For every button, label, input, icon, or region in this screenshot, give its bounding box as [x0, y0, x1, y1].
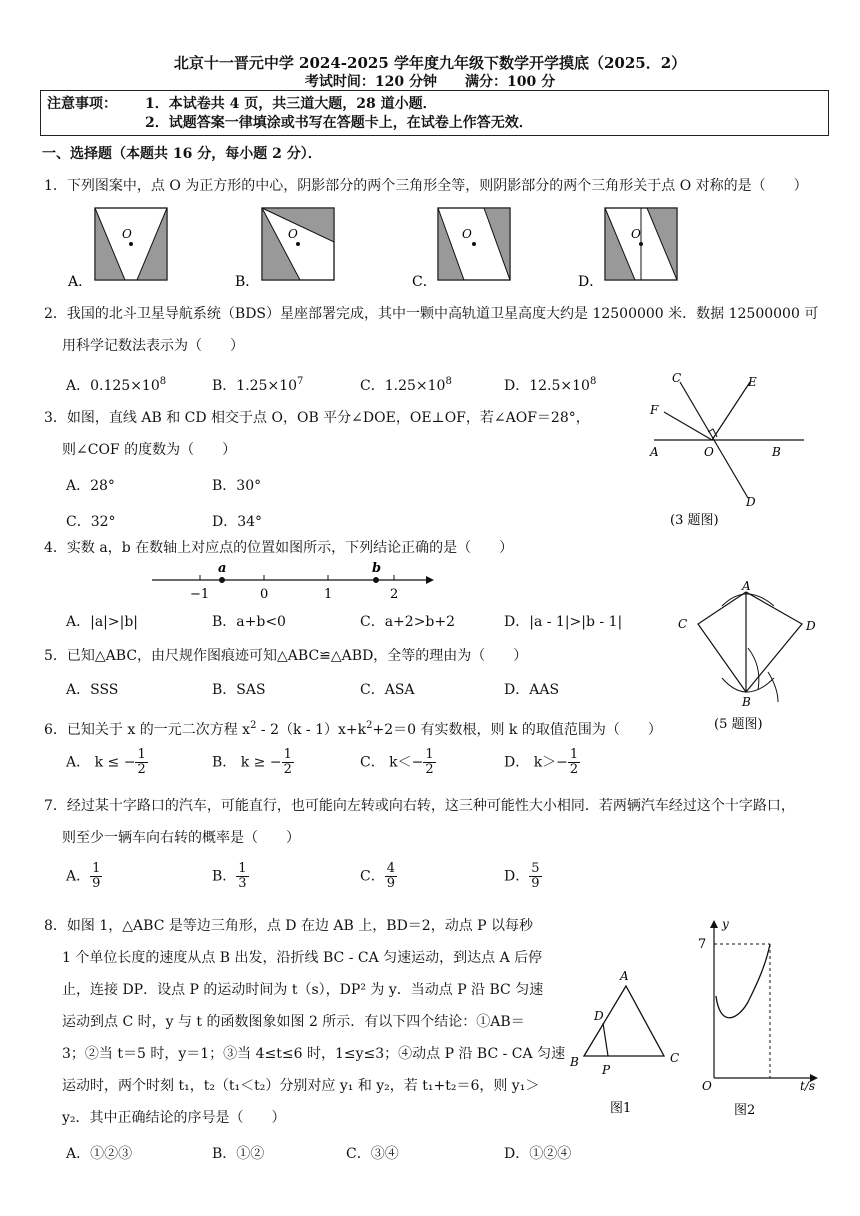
notice-box [40, 90, 829, 136]
q1-o-c: O [462, 227, 472, 241]
q8-figure-2 [694, 912, 824, 1120]
svg-text:b: b [372, 561, 382, 576]
q4-option-a: A．|a|>|b| [66, 614, 139, 630]
q6-option-a: A． k ≤ − $\frac{1}{2}$ [66, 747, 146, 777]
q6-option-b: B． k ≥ − $\frac{1}{2}$ [212, 747, 292, 777]
q7-option-d: D． $\frac{5}{9}$ [504, 861, 540, 891]
q2-option-b: B．$1.25\times 10^7$ [212, 376, 304, 394]
q3-option-a: A．28° [66, 478, 115, 494]
q8-line-4: 运动到点 C 时，y 与 t 的函数图象如图 2 所示．有以下四个结论：①AB＝ [62, 1014, 525, 1030]
q2-line1: 2．我国的北斗卫星导航系统（BDS）星座部署完成，其中一颗中高轨道卫星高度大约是 12500000 米．数据 12500000 可 [44, 306, 819, 322]
svg-text:F: F [650, 403, 659, 417]
q1-option-c: C． [412, 274, 437, 290]
svg-text:O: O [702, 1079, 712, 1093]
q2-option-c: C．$1.25\times 10^8$ [360, 376, 452, 394]
q6-stem: 6．已知关于 x 的一元二次方程 $x^2 - 2(k - 1)x+k^2+2=0$ 有实数根，则 k 的取值范围为（ ） [44, 720, 662, 738]
q1-figure-c [438, 208, 510, 280]
svg-text:−1: −1 [190, 587, 210, 602]
q3-line2: 则∠COF 的度数为（ ） [62, 442, 237, 458]
q5-figure [670, 578, 830, 734]
svg-text:y: y [722, 917, 729, 931]
q4-number-line [148, 560, 448, 602]
q8-figure-1 [560, 966, 700, 1120]
q8-line-7: y₂．其中正确结论的序号是（ ） [62, 1110, 286, 1126]
svg-text:2: 2 [390, 587, 399, 602]
q1-o-d: O [631, 227, 641, 241]
svg-text:a: a [218, 561, 227, 576]
q6-option-c: C． k＜− $\frac{1}{2}$ [360, 747, 434, 777]
svg-text:图1: 图1 [610, 1101, 632, 1116]
q8-line-3: 止，连接 DP．设点 P 的运动时间为 t（s），DP² 为 y．当动点 P 沿 BC 匀速 [62, 982, 544, 998]
svg-text:B: B [742, 695, 751, 709]
svg-text:A: A [650, 445, 659, 459]
q3-option-b: B．30° [212, 478, 262, 494]
q3-option-c: C．32° [66, 514, 116, 530]
svg-text:P: P [602, 1063, 611, 1077]
q8-line-6: 运动时，两个时刻 t₁，t₂（t₁＜t₂）分别对应 y₁ 和 y₂，若 t₁+t₂＝6，则 y₁＞ [62, 1078, 540, 1094]
q1-o-b: O [288, 227, 298, 241]
svg-text:D: D [806, 619, 816, 633]
q4-option-b: B．a+b<0 [212, 614, 286, 630]
q8-option-a: A．①②③ [66, 1146, 133, 1162]
q1-option-b: B． [235, 274, 260, 290]
q8-option-c: C．③④ [346, 1146, 399, 1162]
q3-line1: 3．如图，直线 AB 和 CD 相交于点 O，OB 平分∠DOE，OE⊥OF，若∠AOF＝28°， [44, 410, 590, 426]
svg-text:7: 7 [698, 937, 707, 952]
svg-text:A: A [742, 579, 751, 593]
q8-option-d: D．①②④ [504, 1146, 572, 1162]
q5-option-d: D．AAS [504, 682, 560, 698]
svg-text:C: C [672, 371, 682, 385]
q4-stem: 4．实数 a，b 在数轴上对应点的位置如图所示，下列结论正确的是（ ） [44, 540, 514, 556]
q1-figure-b [262, 208, 334, 280]
notice-label: 注意事项： [47, 96, 117, 112]
svg-text:D: D [746, 495, 756, 509]
q7-option-b: B． $\frac{1}{3}$ [212, 861, 247, 891]
q8-line-5: 3；②当 t＝5 时，y＝1；③当 4≤t≤6 时，1≤y≤3；④动点 P 沿 BC - CA 匀速 [62, 1046, 566, 1062]
svg-text:(3 题图): (3 题图) [670, 513, 719, 528]
q5-option-a: A．SSS [66, 682, 119, 698]
svg-text:C: C [678, 617, 688, 631]
q7-line2: 则至少一辆车向右转的概率是（ ） [62, 830, 300, 846]
notice-item-2: 2．试题答案一律填涂或书写在答题卡上，在试卷上作答无效． [145, 115, 533, 131]
q1-option-d: D． [578, 274, 604, 290]
q1-figure-a [95, 208, 167, 280]
exam-title: 北京十一晋元中学 2024-2025 学年度九年级下数学开学摸底（2025．2） [173, 54, 687, 72]
q8-line-2: 1 个单位长度的速度从点 B 出发，沿折线 BC - CA 匀速运动，到达点 A 后停 [62, 950, 543, 966]
svg-text:E: E [748, 375, 757, 389]
svg-text:A: A [620, 969, 629, 983]
svg-text:B: B [570, 1055, 579, 1069]
q1-figures [60, 198, 800, 294]
svg-text:t/s: t/s [800, 1079, 816, 1093]
q1-option-a: A． [68, 274, 93, 290]
svg-text:1: 1 [324, 587, 333, 602]
q4-option-c: C．a+2>b+2 [360, 614, 456, 630]
q8-option-b: B．①② [212, 1146, 265, 1162]
svg-text:(5 题图): (5 题图) [714, 717, 763, 732]
svg-text:D: D [594, 1009, 604, 1023]
section-title: 一、选择题（本题共 16 分，每小题 2 分）． [42, 146, 322, 162]
q5-stem: 5．已知△ABC，由尺规作图痕迹可知△ABC≌△ABD，全等的理由为（ ） [44, 648, 528, 664]
q1-stem: 1．下列图案中，点 O 为正方形的中心，阴影部分的两个三角形全等，则阴影部分的两个三角形关于点 O 对称的是（ ） [44, 178, 808, 194]
q2-option-d: D．$12.5\times 10^8$ [504, 376, 597, 394]
q7-option-c: C． $\frac{4}{9}$ [360, 861, 395, 891]
q5-option-c: C．ASA [360, 682, 415, 698]
svg-text:B: B [772, 445, 781, 459]
q7-line1: 7．经过某十字路口的汽车，可能直行，也可能向左转或向右转，这三种可能性大小相同．若两辆汽车经过这个十字路口， [44, 798, 795, 814]
svg-text:图2: 图2 [734, 1103, 756, 1118]
q2-option-a: A．$0.125\times 10^8$ [66, 376, 167, 394]
q3-figure [640, 366, 820, 530]
q4-option-d: D．|a - 1|>|b - 1| [504, 614, 623, 630]
q8-line-1: 8．如图 1，△ABC 是等边三角形，点 D 在边 AB 上，BD＝2，动点 P 以每秒 [44, 918, 534, 934]
exam-subtitle: 考试时间：120 分钟 满分：100 分 [304, 74, 556, 90]
notice-item-1: 1．本试卷共 4 页，共三道大题，28 道小题． [145, 96, 437, 112]
svg-text:C: C [670, 1051, 680, 1065]
svg-text:O: O [704, 445, 714, 459]
q3-option-d: D．34° [212, 514, 263, 530]
q6-option-d: D． k＞− $\frac{1}{2}$ [504, 747, 579, 777]
svg-text:0: 0 [260, 587, 269, 602]
q7-option-a: A． $\frac{1}{9}$ [66, 861, 101, 891]
q5-option-b: B．SAS [212, 682, 266, 698]
q2-line2: 用科学记数法表示为（ ） [62, 338, 244, 354]
q1-o-a: O [122, 227, 132, 241]
q1-figure-d [605, 208, 677, 280]
